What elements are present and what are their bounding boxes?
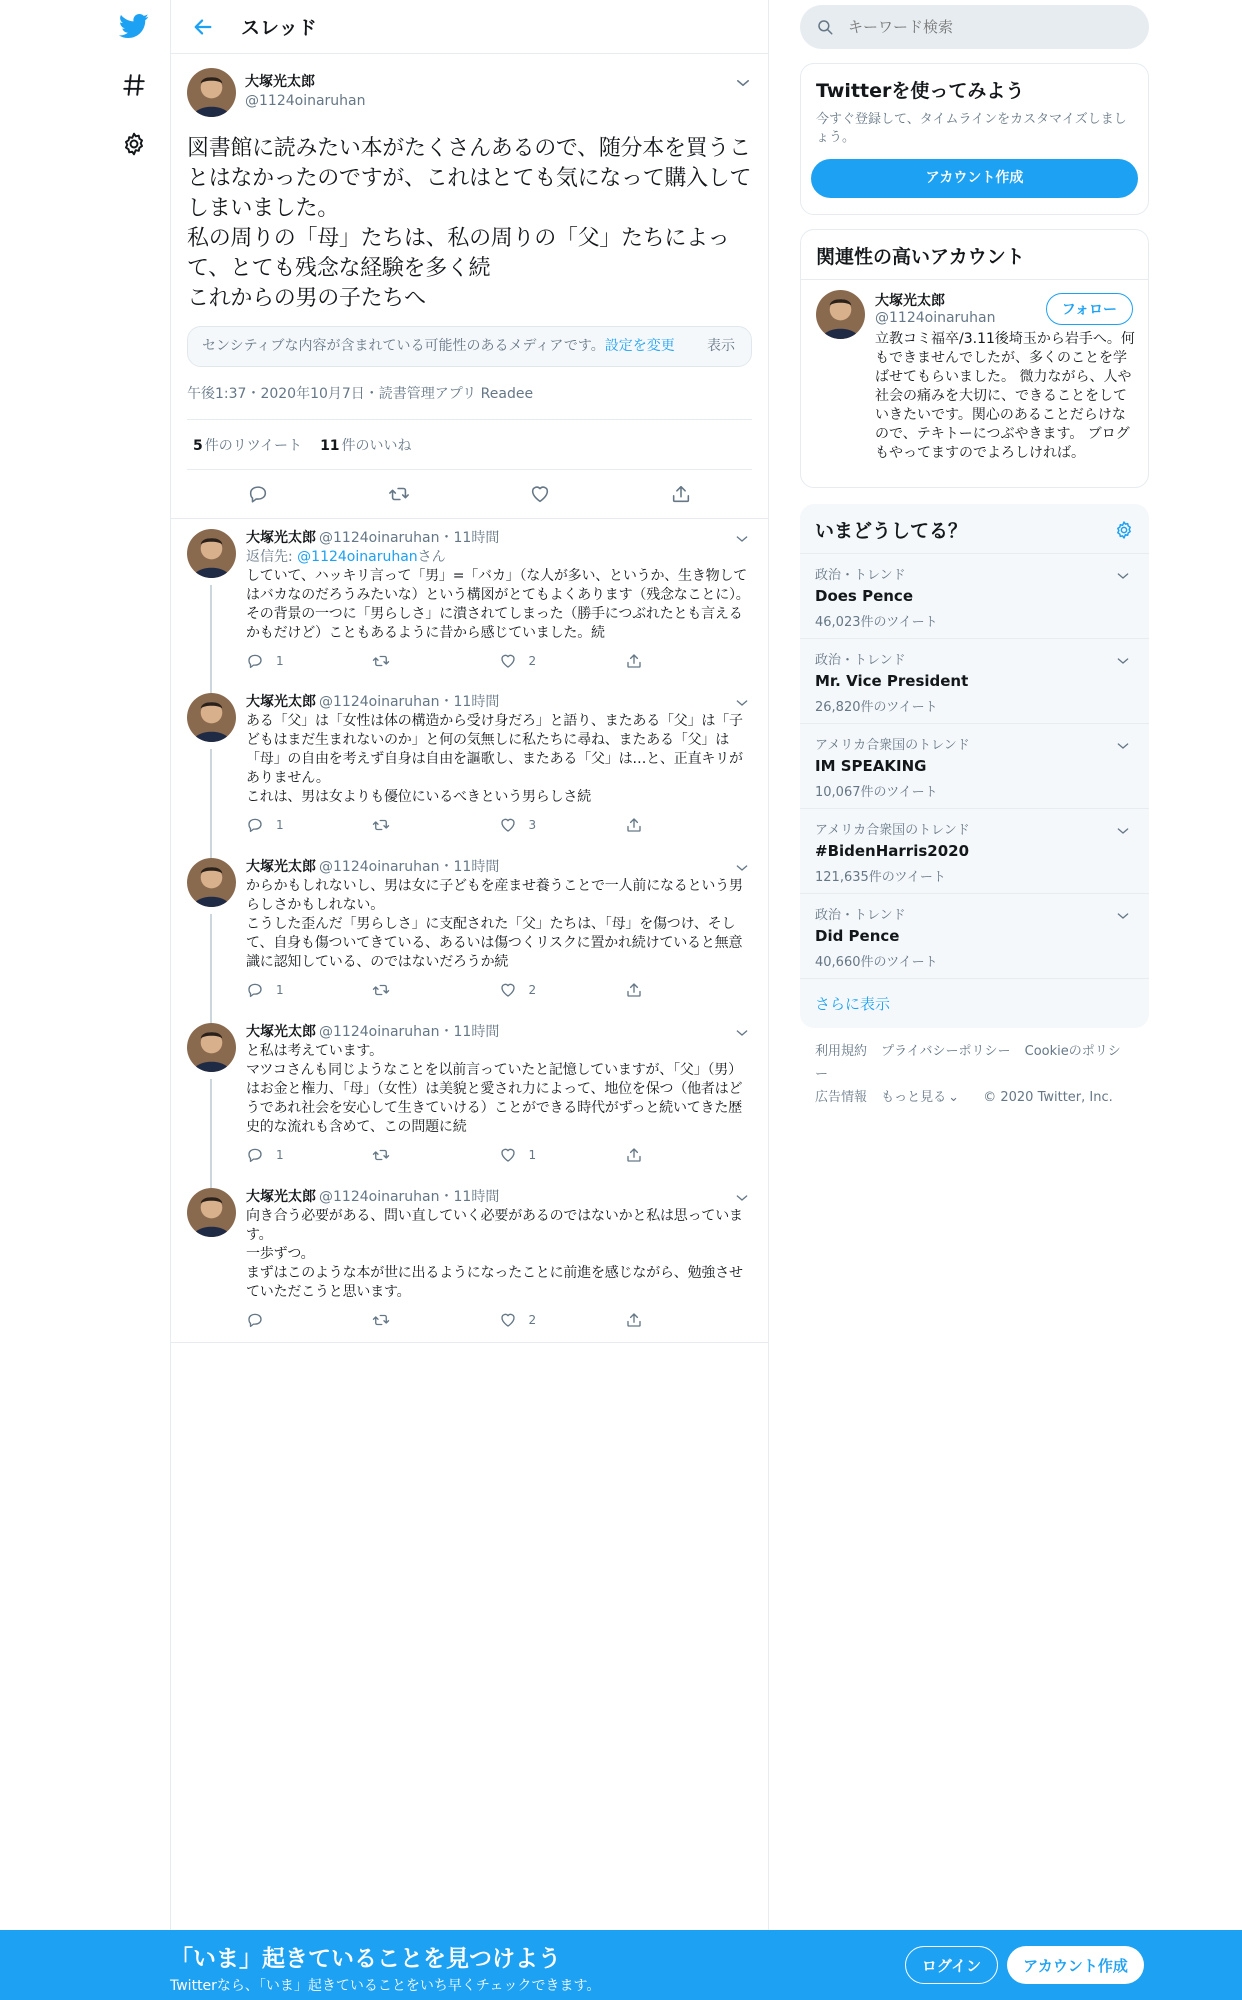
author-name[interactable]: 大塚光太郎 (246, 1024, 316, 1040)
follow-button[interactable]: フォロー (1046, 293, 1133, 325)
reply-button[interactable] (246, 1146, 372, 1164)
author-handle[interactable]: @1124oinaruhan (319, 1189, 440, 1205)
avatar[interactable] (187, 68, 236, 117)
trend-name: Does Pence (815, 587, 913, 605)
signup-card (800, 63, 1149, 215)
reply-text: 向き合う必要がある、問い直していく必要があるのではないかと私は思っています。 一歩ずつ。 まずはこのような本が世に出るようになったことに前進を感じながら、勉強させていただこうと思います。 (246, 1208, 743, 1300)
banner-title: 「いま」起きていることを見つけよう (170, 1946, 561, 1972)
like-count: 2 (528, 654, 537, 668)
terms-link[interactable]: 利用規約 (815, 1044, 868, 1059)
reply-to-prefix: 返信先: (246, 549, 298, 565)
reply-button[interactable] (246, 652, 372, 670)
trend-name: #BidenHarris2020 (815, 842, 970, 860)
trend-item[interactable] (800, 638, 1149, 723)
chevron-down-icon[interactable] (1115, 653, 1133, 671)
trend-tweet-count: 121,635件のツイート (815, 870, 946, 885)
page-title: スレッド (241, 17, 317, 39)
share-icon[interactable] (625, 652, 751, 670)
cookie-link[interactable]: Cookieのポリシー (815, 1044, 1121, 1082)
sensitive-notice-text: センシティブな内容が含まれている可能性のあるメディアです。 (202, 338, 605, 354)
author-handle[interactable]: @1124oinaruhan (319, 1024, 440, 1040)
share-icon[interactable] (625, 1146, 751, 1164)
like-count: 2 (528, 1313, 537, 1327)
reply-tweet[interactable] (171, 1178, 768, 1343)
reply-button[interactable] (246, 1311, 372, 1329)
tweet-timestamp[interactable]: 午後1:37・2020年10月7日・読書管理アプリ Readee (187, 383, 752, 420)
author-handle[interactable]: @1124oinaruhan (319, 694, 440, 710)
show-more-link[interactable]: さらに表示 (800, 978, 1149, 1028)
trend-name: Mr. Vice President (815, 672, 969, 690)
signup-banner (0, 1930, 1242, 2000)
trend-name: IM SPEAKING (815, 757, 927, 775)
reply-text: ある「父」は「女性は体の構造から受け身だろ」と語り、またある「父」は「子どもはまだ生まれないのか」と何の気無しに私たちに尋ね、またある「父」は「母」の自由を考えず自身は自由を謳歌し、またある「父」は…と、正直キリがありません。 これは、男は女よりも優位にいるべきという男らしさ続 (246, 713, 743, 805)
tweet-text: 図書館に読みたい本がたくさんあるので、随分本を買うことはなかったのですが、これはとても気になって購入してしまいました。 私の周りの「母」たちは、私の周りの「父」たちによって、とても残念な経験を多く続 これからの男の子たちへ (187, 136, 752, 311)
trend-category: アメリカ合衆国のトレンド (815, 823, 970, 838)
settings-gear-icon[interactable] (112, 122, 156, 166)
trend-category: 政治・トレンド (815, 653, 906, 668)
search-icon (816, 18, 834, 36)
related-account-handle[interactable]: @1124oinaruhan (875, 310, 996, 326)
reply-icon[interactable] (247, 483, 269, 505)
reply-tweet[interactable] (171, 848, 768, 1013)
share-icon[interactable] (625, 981, 751, 999)
avatar[interactable] (187, 1023, 236, 1072)
copyright: © 2020 Twitter, Inc. (983, 1090, 1113, 1105)
reply-text: していて、ハッキリ言って「男」=「バカ」（な人が多い、というか、生き物してはバカなのだろうみたいな）という構図がとてもよくあります（残念なことに）。 その背景の一つに「男らしさ」に潰されてしまった（勝手につぶれたとも言えるかもだけど）こともあるように昔から感じていました。続 (246, 568, 750, 641)
trends-card (800, 504, 1149, 1028)
back-arrow-icon[interactable] (181, 5, 225, 49)
author-name[interactable]: 大塚光太郎 (246, 694, 316, 710)
like-count[interactable]: 11 件のいいね (320, 437, 412, 454)
reply-text: からかもしれないし、男は女に子どもを産ませ養うことで一人前になるという男らしさかもしれない。 こうした歪んだ「男らしさ」に支配された「父」たちは、「母」を傷つけ、そして、自身も傷ついてきている、あるいは傷つくリスクに置かれ続けていると無意識に認知している、のではないだろうか続 (246, 878, 743, 970)
retweet-count[interactable]: 5 件のリツイート (193, 437, 303, 454)
share-icon[interactable] (625, 1311, 751, 1329)
like-count: 2 (528, 983, 537, 997)
trend-category: 政治・トレンド (815, 908, 906, 923)
like-heart-icon[interactable] (529, 483, 551, 505)
like-button[interactable] (499, 1311, 625, 1329)
trend-tweet-count: 40,660件のツイート (815, 955, 938, 970)
trend-name: Did Pence (815, 927, 900, 945)
trend-category: 政治・トレンド (815, 568, 906, 583)
reply-count: 1 (276, 983, 284, 997)
change-settings-link[interactable]: 設定を変更 (604, 338, 675, 354)
retweet-button[interactable] (372, 652, 498, 670)
avatar[interactable] (187, 693, 236, 742)
reply-time[interactable]: ・11時間 (439, 859, 500, 875)
chevron-down-icon[interactable] (1115, 908, 1133, 926)
retweet-button[interactable] (372, 981, 498, 999)
trend-tweet-count: 46,023件のツイート (815, 615, 938, 630)
author-name[interactable]: 大塚光太郎 (245, 74, 315, 90)
reply-to-link[interactable]: @1124oinaruhan (297, 549, 418, 565)
author-handle[interactable]: @1124oinaruhan (319, 530, 440, 546)
reply-time[interactable]: ・11時間 (439, 1189, 500, 1205)
share-icon[interactable] (625, 816, 751, 834)
footer-links (800, 1028, 1149, 1121)
chevron-down-icon[interactable] (1115, 823, 1133, 841)
trend-tweet-count: 26,820件のツイート (815, 700, 938, 715)
author-name[interactable]: 大塚光太郎 (246, 530, 316, 546)
like-count: 1 (528, 1148, 537, 1162)
share-icon[interactable] (670, 483, 692, 505)
retweet-button[interactable] (372, 816, 498, 834)
author-name[interactable]: 大塚光太郎 (246, 859, 316, 875)
reply-list (171, 519, 768, 1343)
trend-item[interactable] (800, 553, 1149, 638)
chevron-down-icon[interactable] (734, 74, 752, 92)
reply-tweet[interactable] (171, 683, 768, 848)
chevron-down-icon[interactable] (734, 860, 752, 878)
like-button[interactable] (499, 1146, 625, 1164)
reply-time[interactable]: ・11時間 (439, 530, 500, 546)
sensitive-media-notice (187, 326, 752, 367)
right-sidebar (800, 0, 1149, 1121)
like-button[interactable] (499, 816, 625, 834)
privacy-link[interactable]: プライバシーポリシー (881, 1044, 1011, 1059)
trend-item[interactable] (800, 723, 1149, 808)
like-button[interactable] (499, 981, 625, 999)
signup-card-description: 今すぐ登録して、タイムラインをカスタマイズしましょう。 (816, 112, 1127, 145)
related-account-item[interactable] (801, 280, 1148, 473)
author-handle[interactable]: @1124oinaruhan (245, 93, 366, 109)
related-accounts-card (800, 229, 1149, 488)
chevron-down-icon[interactable] (734, 1025, 752, 1043)
avatar[interactable] (187, 1188, 236, 1237)
chevron-down-icon: ⌄ (948, 1090, 960, 1105)
trend-tweet-count: 10,067件のツイート (815, 785, 938, 800)
create-account-button[interactable]: アカウント作成 (811, 159, 1138, 198)
trend-item[interactable] (800, 893, 1149, 978)
reply-count: 1 (276, 1148, 284, 1162)
ads-info-link[interactable]: 広告情報 (815, 1090, 868, 1105)
retweet-icon[interactable] (388, 483, 410, 505)
show-media-button[interactable]: 表示 (707, 338, 735, 354)
related-account-bio: 立教コミ福卒/3.11後埼玉から岩手へ。何もできませんでしたが、多くのことを学ばせてもらいました。 微力ながら、人や社会の痛みを大切に、できることをしていきたいです。関心のあることだらけなので、テキトーにつぶやきます。 ブログもやってますのでよろしければ。 (875, 331, 1135, 461)
trends-settings-gear-icon[interactable] (1114, 520, 1134, 540)
search-input[interactable] (848, 18, 1128, 36)
login-button[interactable]: ログイン (905, 1946, 998, 1984)
trends-title: いまどうしてる？ (815, 520, 968, 542)
reply-text: と私は考えています。 マツコさんも同じようなことを以前言っていたと記憶していますが、「父」（男）はお金と権力、「母」（女性）は美貌と愛され力によって、地位を保つ（他者はどうであれ社会を安心して生きていける）ことができる時代がずっと続いてきた歴史的な流れも含めて、この問題に続 (246, 1043, 743, 1135)
search-box[interactable] (800, 5, 1149, 49)
reply-button[interactable] (246, 816, 372, 834)
related-account-name[interactable]: 大塚光太郎 (875, 293, 945, 309)
chevron-down-icon[interactable] (1115, 568, 1133, 586)
banner-subtitle: Twitterなら、「いま」起きていることをいち早くチェックできます。 (170, 1978, 601, 1994)
reply-button[interactable] (246, 981, 372, 999)
left-nav (100, 0, 170, 1930)
reply-count: 1 (276, 818, 284, 832)
trend-category: アメリカ合衆国のトレンド (815, 738, 970, 753)
trend-item[interactable] (800, 808, 1149, 893)
reply-tweet[interactable] (171, 1013, 768, 1178)
thread-column (170, 0, 769, 1930)
like-button[interactable] (499, 652, 625, 670)
avatar[interactable] (816, 290, 865, 339)
thread-header (171, 0, 768, 54)
main-tweet (171, 54, 768, 519)
explore-hashtag-icon[interactable] (112, 63, 156, 107)
retweet-button[interactable] (372, 1146, 498, 1164)
reply-time[interactable]: ・11時間 (439, 694, 500, 710)
author-handle[interactable]: @1124oinaruhan (319, 859, 440, 875)
more-menu[interactable]: もっと見る ⌄ (881, 1090, 960, 1105)
reply-time[interactable]: ・11時間 (439, 1024, 500, 1040)
reply-count: 1 (276, 654, 284, 668)
chevron-down-icon[interactable] (734, 695, 752, 713)
tweet-stats (187, 420, 752, 470)
reply-tweet[interactable] (171, 519, 768, 683)
chevron-down-icon[interactable] (1115, 738, 1133, 756)
twitter-logo-icon[interactable] (112, 4, 156, 48)
reply-to-suffix: さん (417, 549, 446, 565)
author-name[interactable]: 大塚光太郎 (246, 1189, 316, 1205)
avatar[interactable] (187, 529, 236, 578)
avatar[interactable] (187, 858, 236, 907)
retweet-button[interactable] (372, 1311, 498, 1329)
chevron-down-icon[interactable] (734, 531, 752, 549)
banner-signup-button[interactable]: アカウント作成 (1007, 1946, 1144, 1984)
tweet-actions (187, 470, 752, 518)
like-count: 3 (528, 818, 537, 832)
related-accounts-title: 関連性の高いアカウント (801, 230, 1148, 280)
chevron-down-icon[interactable] (734, 1190, 752, 1208)
signup-card-title: Twitterを使ってみよう (816, 80, 1025, 102)
